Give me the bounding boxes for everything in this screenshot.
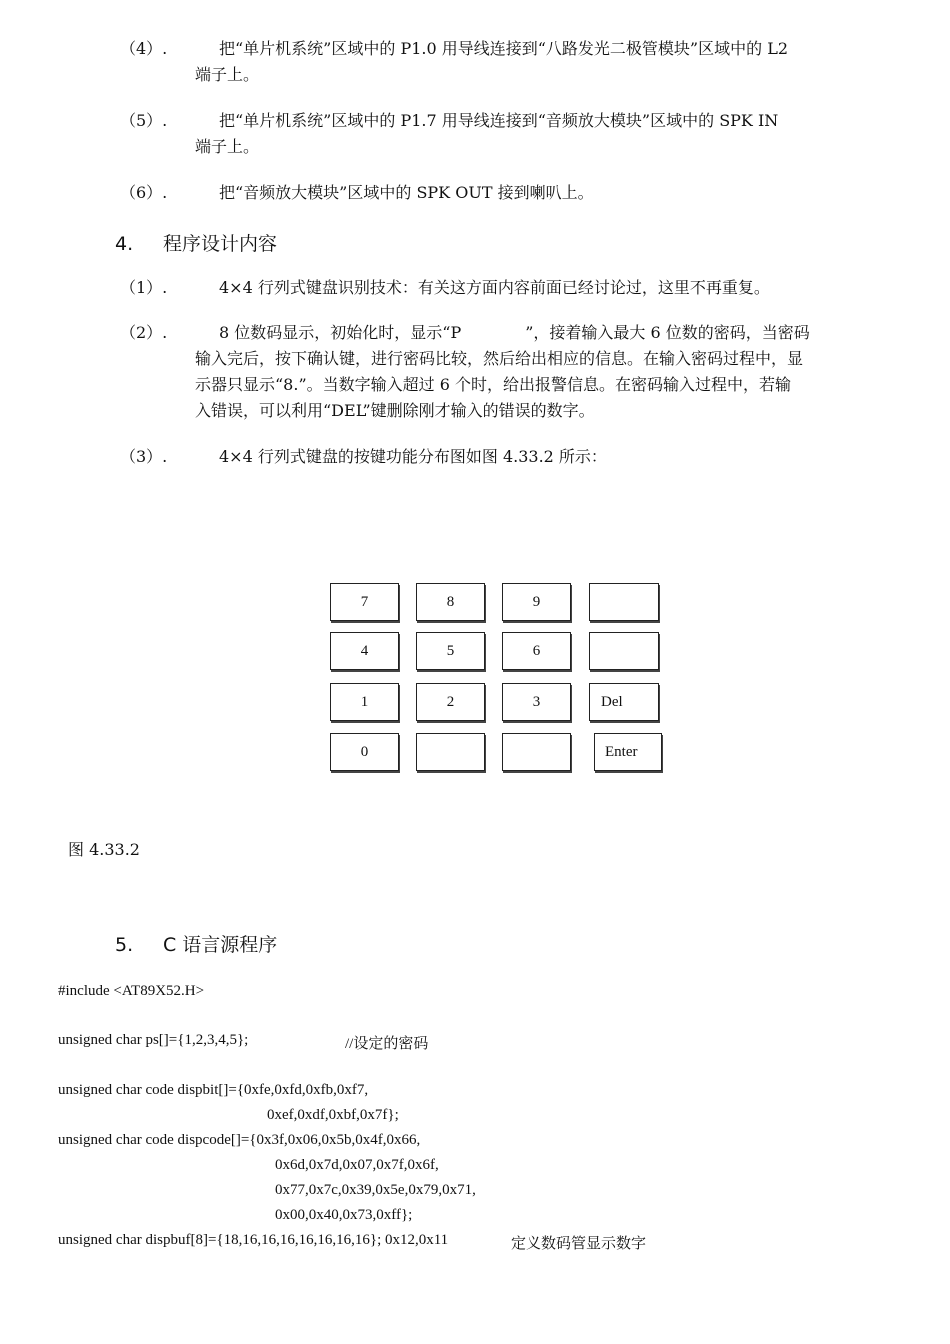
key-6: 6 bbox=[502, 632, 571, 670]
code-line: unsigned char code dispbit[]={0xfe,0xfd,0xfb,0xf7, bbox=[58, 1082, 369, 1098]
section-number: 4. bbox=[115, 233, 134, 255]
key-enter: Enter bbox=[594, 733, 662, 771]
step-line: 端子上。 bbox=[195, 65, 260, 84]
step-line: 把“音频放大模块”区域中的 SPK OUT 接到喇叭上。 bbox=[219, 183, 594, 202]
step-text bbox=[195, 320, 920, 424]
step-line: 示器只显示“8.”。当数字输入超过 6 个时，给出报警信息。在密码输入过程中，若输 bbox=[195, 375, 791, 394]
step-line: 端子上。 bbox=[195, 137, 260, 156]
step-line: 入错误，可以利用“DEL”键删除刚才输入的错误的数字。 bbox=[195, 401, 595, 420]
step-text bbox=[195, 275, 920, 301]
step-6 bbox=[120, 180, 920, 206]
key-3: 3 bbox=[502, 683, 571, 721]
step-number: （5）. bbox=[120, 111, 168, 130]
step-number: （2）. bbox=[120, 323, 168, 342]
key-2: 2 bbox=[416, 683, 485, 721]
section-title: C 语言源程序 bbox=[163, 934, 278, 956]
code-line: #include <AT89X52.H> bbox=[58, 983, 205, 999]
key-1: 1 bbox=[330, 683, 399, 721]
design-step-3 bbox=[120, 444, 920, 470]
step-number: （1）. bbox=[120, 278, 168, 297]
section-5-heading bbox=[115, 930, 277, 957]
code-line: unsigned char dispbuf[8]={18,16,16,16,16,16,16,16}; 0x12,0x11 bbox=[58, 1232, 449, 1248]
key-7: 7 bbox=[330, 583, 399, 621]
key-9: 9 bbox=[502, 583, 571, 621]
code-line: 0x00,0x40,0x73,0xff}; bbox=[275, 1207, 413, 1223]
key-blank bbox=[502, 733, 571, 771]
step-line: 4×4 行列式键盘识别技术：有关这方面内容前面已经讨论过，这里不再重复。 bbox=[219, 278, 770, 297]
key-4: 4 bbox=[330, 632, 399, 670]
step-number: （3）. bbox=[120, 447, 168, 466]
code-line: unsigned char ps[]={1,2,3,4,5}; bbox=[58, 1032, 249, 1048]
step-number: （4）. bbox=[120, 39, 168, 58]
code-comment: //设定的密码 bbox=[345, 1036, 429, 1052]
keypad-figure bbox=[330, 583, 670, 778]
code-line: 0xef,0xdf,0xbf,0x7f}; bbox=[267, 1107, 399, 1123]
step-text bbox=[195, 108, 920, 160]
figure-caption: 图 4.33.2 bbox=[68, 840, 140, 859]
step-line: 4×4 行列式键盘的按键功能分布图如图 4.33.2 所示： bbox=[219, 447, 607, 466]
code-line: 0x77,0x7c,0x39,0x5e,0x79,0x71, bbox=[275, 1182, 476, 1198]
step-5 bbox=[120, 108, 920, 160]
key-0: 0 bbox=[330, 733, 399, 771]
code-line: 0x6d,0x7d,0x07,0x7f,0x6f, bbox=[275, 1157, 439, 1173]
step-line: 把“单片机系统”区域中的 P1.7 用导线连接到“音频放大模块”区域中的 SPK IN bbox=[219, 111, 779, 130]
step-text bbox=[195, 180, 920, 206]
step-line: 输入完后，按下确认键，进行密码比较，然后给出相应的信息。在输入密码过程中，显 bbox=[195, 349, 804, 368]
key-del: Del bbox=[589, 683, 659, 721]
step-4 bbox=[120, 36, 920, 88]
key-blank bbox=[589, 583, 659, 621]
section-4-heading bbox=[115, 229, 277, 256]
step-line: 把“单片机系统”区域中的 P1.0 用导线连接到“八路发光二极管模块”区域中的 L2 bbox=[219, 39, 788, 58]
step-line: 8 位数码显示，初始化时，显示“P ”，接着输入最大 6 位数的密码，当密码 bbox=[219, 323, 810, 342]
step-text bbox=[195, 444, 920, 470]
step-text bbox=[195, 36, 920, 88]
step-number: （6）. bbox=[120, 183, 168, 202]
code-comment: 定义数码管显示数字 bbox=[511, 1236, 647, 1252]
section-number: 5. bbox=[115, 934, 134, 956]
key-5: 5 bbox=[416, 632, 485, 670]
key-blank bbox=[589, 632, 659, 670]
key-blank bbox=[416, 733, 485, 771]
section-title: 程序设计内容 bbox=[163, 233, 278, 255]
design-step-1 bbox=[120, 275, 920, 301]
code-line: unsigned char code dispcode[]={0x3f,0x06,0x5b,0x4f,0x66, bbox=[58, 1132, 421, 1148]
key-8: 8 bbox=[416, 583, 485, 621]
design-step-2 bbox=[120, 320, 920, 424]
